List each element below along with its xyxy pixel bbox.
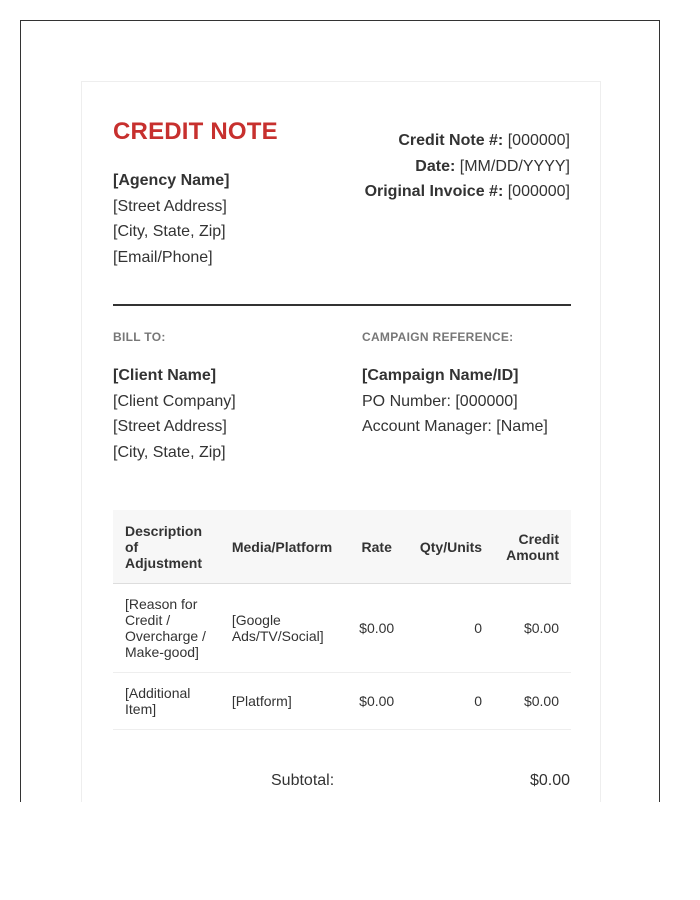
credit-note-number-value: [000000] xyxy=(507,132,570,149)
row-description-line: Credit / xyxy=(125,612,171,628)
row-credit-amount: $0.00 xyxy=(494,584,571,673)
row-description-line: Make-good] xyxy=(125,644,199,660)
po-number: PO Number: [000000] xyxy=(362,392,518,410)
bill-to-label: BILL TO: xyxy=(113,330,166,344)
subtotal-value: $0.00 xyxy=(529,772,570,789)
client-company: [Client Company] xyxy=(113,392,236,410)
original-invoice-line xyxy=(365,179,570,205)
header-rate: Rate xyxy=(346,510,408,584)
header-description-line-2: of xyxy=(125,538,139,555)
account-manager: Account Manager: [Name] xyxy=(362,418,548,436)
header-credit-line-2: Amount xyxy=(506,546,559,563)
document-title: CREDIT NOTE xyxy=(113,118,278,145)
campaign-reference-label: CAMPAIGN REFERENCE: xyxy=(362,330,514,344)
agency-name: [Agency Name] xyxy=(113,172,230,189)
table-row xyxy=(113,584,571,673)
date-label: Date: xyxy=(415,157,456,175)
campaign-name: [Campaign Name/ID] xyxy=(362,367,519,384)
credit-note-number-label: Credit Note #: xyxy=(398,132,504,149)
row-credit-amount: $0.00 xyxy=(494,673,571,730)
client-street: [Street Address] xyxy=(113,418,227,436)
campaign-info xyxy=(362,363,548,440)
document-viewer-frame xyxy=(20,20,660,802)
agency-info xyxy=(113,168,229,270)
credit-note-number-line xyxy=(365,128,570,154)
row-media-platform xyxy=(220,673,346,730)
row-media-line: Ads/TV/Social] xyxy=(231,628,324,644)
original-invoice-label: Original Invoice #: xyxy=(364,183,504,201)
date-line xyxy=(365,154,570,180)
row-description-line: Item] xyxy=(125,701,157,717)
header-description xyxy=(113,510,220,584)
credit-note-meta xyxy=(365,128,570,205)
original-invoice-value: [000000] xyxy=(507,183,570,201)
agency-street: [Street Address] xyxy=(113,197,227,215)
table-header-row xyxy=(113,510,571,584)
row-media-line: [Platform] xyxy=(231,693,292,709)
row-rate: $0.00 xyxy=(346,673,408,730)
header-divider xyxy=(113,304,571,306)
adjustments-table xyxy=(113,510,571,730)
row-description-line: [Additional xyxy=(125,685,191,701)
row-qty: 0 xyxy=(408,584,494,673)
client-city: [City, State, Zip] xyxy=(113,443,226,461)
header-description-line-1: Description xyxy=(125,522,203,539)
row-rate: $0.00 xyxy=(346,584,408,673)
table-row xyxy=(113,673,571,730)
header-qty-units: Qty/Units xyxy=(408,510,494,584)
credit-note-page xyxy=(81,81,601,802)
row-description-line: [Reason for xyxy=(125,596,198,612)
row-qty: 0 xyxy=(408,673,494,730)
bill-to-info xyxy=(113,363,236,465)
subtotal-label: Subtotal: xyxy=(271,772,335,789)
row-media-platform xyxy=(220,584,346,673)
agency-contact: [Email/Phone] xyxy=(113,248,213,266)
row-description xyxy=(113,584,220,673)
date-value: [MM/DD/YYYY] xyxy=(459,157,570,175)
row-description-line: Overcharge / xyxy=(125,628,206,644)
row-media-line: [Google xyxy=(231,612,281,628)
header-credit-amount xyxy=(494,510,571,584)
header-description-line-3: Adjustment xyxy=(125,554,202,571)
header-credit-line-1: Credit xyxy=(518,530,559,547)
agency-city: [City, State, Zip] xyxy=(113,223,226,241)
row-description xyxy=(113,673,220,730)
header-media-platform: Media/Platform xyxy=(220,510,346,584)
client-name: [Client Name] xyxy=(113,367,217,384)
